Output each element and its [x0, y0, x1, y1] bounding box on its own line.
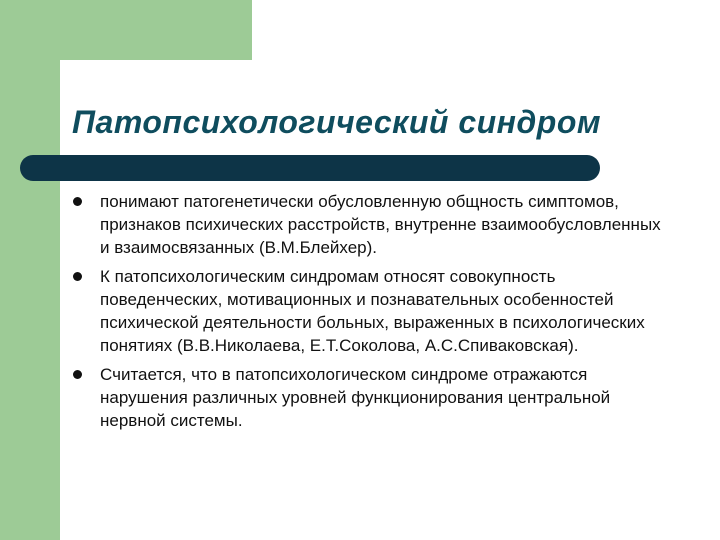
bullet-text: понимают патогенетически обусловленную общность симптомов, признаков психических расстройств, внутренне взаимообусловленных и взаимосвязанных (В.М.Блейхер).	[100, 192, 661, 257]
bullet-text: Считается, что в патопсихологическом синдроме отражаются нарушения различных уровней функционирования центральной нервной системы.	[100, 365, 611, 430]
bullet-dot-icon	[73, 272, 82, 281]
bullet-item	[72, 265, 672, 357]
top-decor-block	[0, 0, 252, 60]
title-divider	[20, 155, 600, 181]
bullet-list	[72, 190, 672, 438]
bullet-text: К патопсихологическим синдромам относят совокупность поведенческих, мотивационных и познавательных особенностей психической деятельности больных, выраженных в психологических понятиях (В.В.Николаева, Е.Т.Соколова, А.С.Спиваковская).	[100, 267, 645, 355]
bullet-dot-icon	[73, 370, 82, 379]
bullet-item	[72, 190, 672, 259]
bullet-item	[72, 363, 672, 432]
slide-title: Патопсихологический синдром	[72, 104, 602, 140]
bullet-dot-icon	[73, 197, 82, 206]
left-decor-band	[0, 0, 60, 540]
